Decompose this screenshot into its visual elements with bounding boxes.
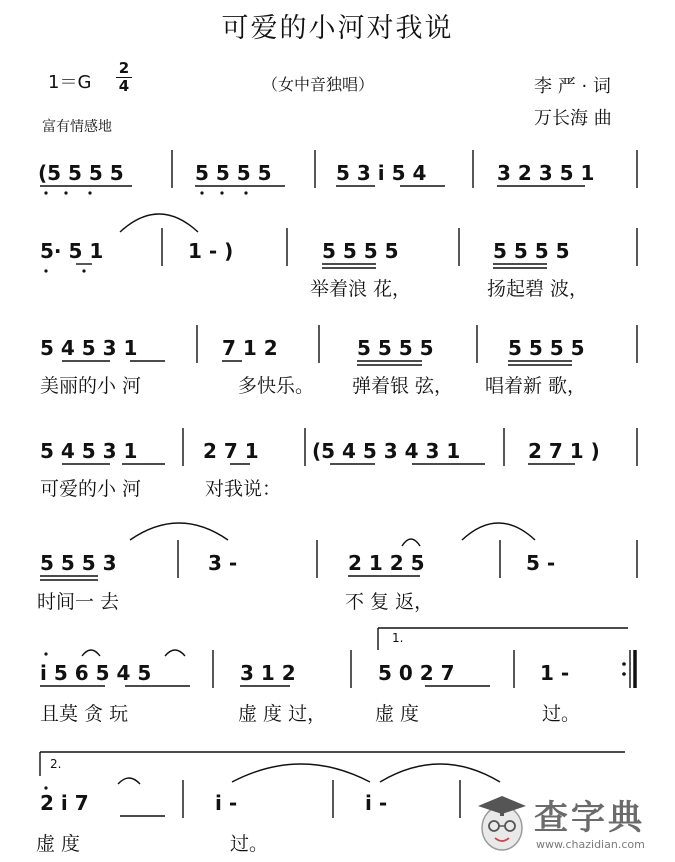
measure-notes: i -	[365, 791, 388, 815]
key-signature: 1＝G	[48, 72, 92, 93]
tie	[232, 764, 370, 782]
measure-notes: 2 i 7	[40, 791, 89, 815]
measure-notes: 5 3 i 5 4	[336, 161, 427, 185]
slur	[165, 650, 185, 656]
measure-notes: 5 4 5 3 1	[40, 439, 138, 463]
measure-notes: (5 5 5 5	[38, 161, 124, 185]
octave-dot-below	[44, 269, 47, 272]
lyric-line: 虚 度	[36, 833, 81, 855]
tie	[462, 523, 535, 540]
measure-notes: 5 5 5 5	[357, 336, 434, 360]
octave-dot-above	[44, 652, 47, 655]
measure-notes: 2 7 1	[203, 439, 259, 463]
octave-dot-below	[88, 191, 91, 194]
time-sig-denominator: 4	[118, 77, 130, 95]
measure-notes: 5 4 5 3 1	[40, 336, 138, 360]
time-sig-numerator: 2	[118, 59, 130, 77]
measure-notes: 5 -	[526, 551, 556, 575]
measure-notes: (5 4 5 3 4 3 1	[312, 439, 461, 463]
repeat-dot	[622, 662, 626, 666]
measure-notes: 5 5 5 5	[195, 161, 272, 185]
tie	[130, 523, 228, 540]
measure-notes: i -	[215, 791, 238, 815]
lyric-line: 虚 度 过，	[238, 703, 327, 725]
measure-notes: 5· 5 1	[40, 239, 104, 263]
slur	[402, 539, 420, 546]
slur	[82, 650, 100, 656]
octave-dot-below	[200, 191, 203, 194]
measure-notes: 2 1 2 5	[348, 551, 425, 575]
lyric-line: 多快乐。	[238, 375, 315, 397]
lyric-line: 时间一 去	[37, 591, 120, 613]
measure-notes: 7 1 2	[222, 336, 278, 360]
volta-1-label: 1.	[392, 631, 404, 645]
volta-2-label: 2.	[50, 757, 62, 771]
tie	[380, 764, 500, 782]
slur	[118, 778, 140, 784]
watermark-url: www.chazidian.com	[536, 838, 645, 851]
octave-dot-below	[44, 191, 47, 194]
tie	[120, 214, 198, 232]
lyric-line: 举着浪 花，	[310, 278, 412, 300]
watermark	[472, 790, 672, 858]
lyric-line: 过。	[542, 703, 581, 725]
composer-credit: 万长海 曲	[534, 108, 612, 129]
measure-notes: 3 -	[208, 551, 238, 575]
lyricist-credit: 李 严 · 词	[534, 76, 611, 97]
lyric-line: 且莫 贪 玩	[40, 703, 129, 725]
watermark-mascot-icon	[472, 792, 532, 854]
octave-dot-below	[64, 191, 67, 194]
voice-type: （女中音独唱）	[262, 75, 375, 94]
octave-dot-below	[220, 191, 223, 194]
lyric-line: 唱着新 歌，	[485, 375, 587, 397]
octave-dot-above	[44, 786, 47, 789]
measure-notes: 5 5 5 5	[322, 239, 399, 263]
repeat-dot	[622, 672, 626, 676]
measure-notes: 1 -	[540, 661, 570, 685]
lyric-line: 不 复 返，	[345, 591, 434, 613]
measure-notes: i 5 6 5 4 5	[40, 661, 152, 685]
lyric-line: 过。	[230, 833, 269, 855]
lyric-line: 虚 度	[375, 703, 420, 725]
lyric-line: 对我说：	[205, 478, 282, 500]
lyric-line: 弹着银 弦，	[352, 375, 454, 397]
measure-notes: 5 5 5 5	[508, 336, 585, 360]
octave-dot-below	[244, 191, 247, 194]
song-title: 可爱的小河对我说	[221, 13, 454, 44]
measure-notes: 5 5 5 3	[40, 551, 117, 575]
measure-notes: 3 2 3 5 1	[497, 161, 595, 185]
expression-marking: 富有情感地	[42, 119, 112, 135]
measure-notes: 5 5 5 5	[493, 239, 570, 263]
lyric-line: 可爱的小 河	[40, 478, 142, 500]
measure-notes: 2 7 1 )	[528, 439, 600, 463]
measure-notes: 5 0 2 7	[378, 661, 455, 685]
octave-dot-below	[82, 269, 85, 272]
watermark-brand: 查字典	[534, 798, 645, 838]
measure-notes: 3 1 2	[240, 661, 296, 685]
measure-notes: 1 - )	[188, 239, 234, 263]
lyric-line: 美丽的小 河	[40, 375, 142, 397]
lyric-line: 扬起碧 波，	[487, 278, 589, 300]
